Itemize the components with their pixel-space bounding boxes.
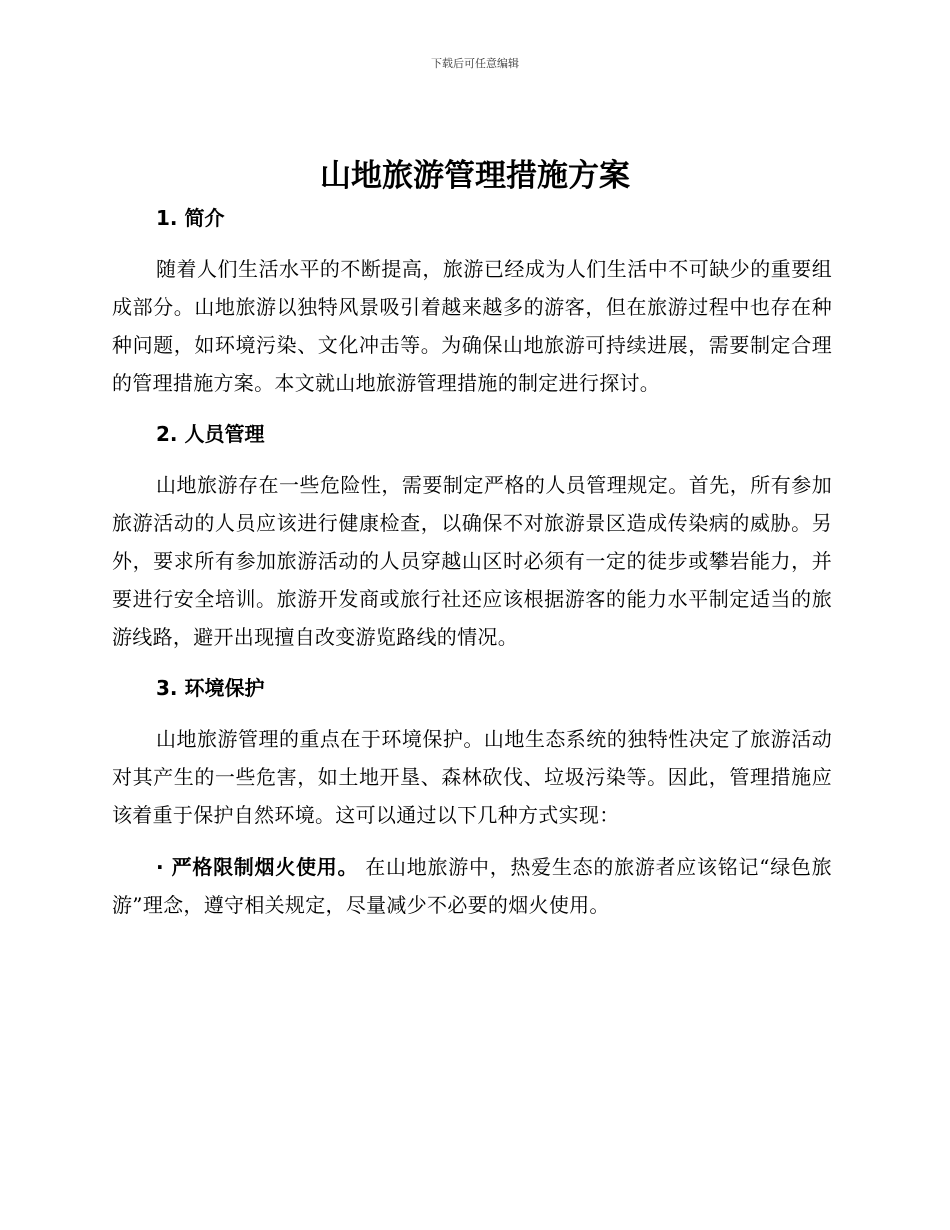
- bullet-lead: · 严格限制烟火使用。: [156, 855, 359, 879]
- bullet-text: 在山地旅游中，热爱生态的旅游者应该铭记“绿色旅游”理念，遵守相关规定，尽量减少不必要的烟火使用。: [112, 855, 832, 917]
- document-title: 山地旅游管理措施方案: [320, 158, 630, 194]
- section-paragraph-personnel: 山地旅游存在一些危险性，需要制定严格的人员管理规定。首先，所有参加旅游活动的人员应该进行健康检查，以确保不对旅游景区造成传染病的威胁。另外，要求所有参加旅游活动的人员穿越山区时必须有一定的徒步或攀岩能力，并要进行安全培训。旅游开发商或旅行社还应该根据游客的能力水平制定适当的旅游线路，避开出现擅自改变游览路线的情况。: [112, 473, 832, 649]
- section-heading-environment: 3. 环境保护: [156, 676, 265, 700]
- bullet-item: [112, 848, 832, 924]
- section-paragraph-environment: 山地旅游管理的重点在于环境保护。山地生态系统的独特性决定了旅游活动对其产生的一些危害，如土地开垦、森林砍伐、垃圾污染等。因此，管理措施应该着重于保护自然环境。这可以通过以下几种方式实现：: [112, 727, 832, 827]
- section-heading-intro: 1. 简介: [156, 206, 225, 230]
- header-note: 下载后可任意编辑: [431, 57, 519, 70]
- section-paragraph-intro: 随着人们生活水平的不断提高，旅游已经成为人们生活中不可缺少的重要组成部分。山地旅游以独特风景吸引着越来越多的游客，但在旅游过程中也存在种种问题，如环境污染、文化冲击等。为确保山地旅游可持续进展，需要制定合理的管理措施方案。本文就山地旅游管理措施的制定进行探讨。: [112, 257, 832, 395]
- document-body: [112, 200, 832, 938]
- section-heading-personnel: 2. 人员管理: [156, 422, 265, 446]
